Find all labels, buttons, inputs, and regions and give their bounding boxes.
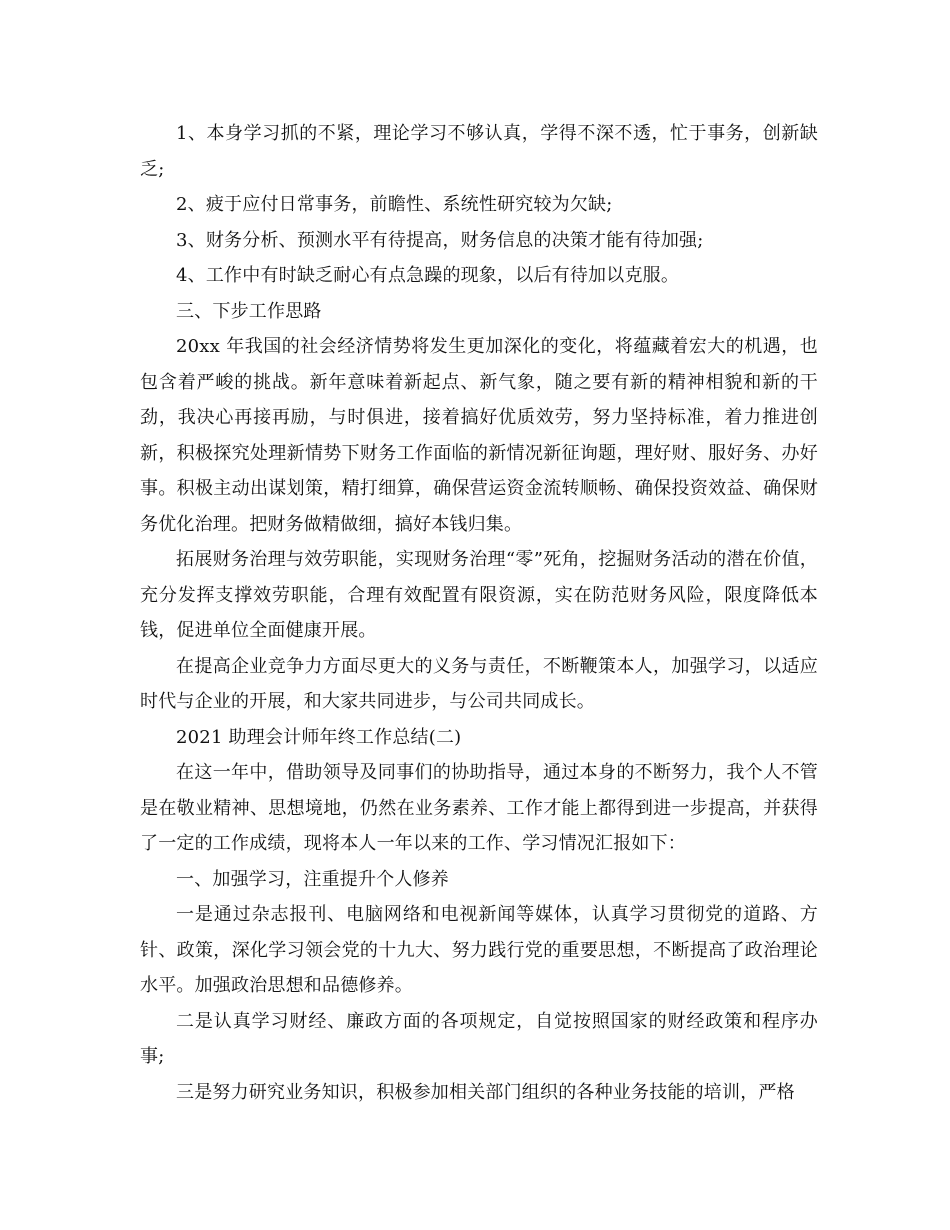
paragraph-3: 3、财务分析、预测水平有待提高，财务信息的决策才能有待加强; [176, 229, 704, 251]
paragraph-8: 在提高企业竞争力方面尽更大的义务与责任，不断鞭策本人，加强学习，以适应时代与企业的开展，和大家共同进步，与公司共同成长。 [140, 655, 818, 712]
paragraph-2: 2、疲于应付日常事务，前瞻性、系统性研究较为欠缺; [176, 194, 613, 215]
paragraph-10: 在这一年中，借助领导及同事们的协助指导，通过本身的不断努力，我个人不管是在敬业精神、思想境地，仍然在业务素养、工作才能上都得到进一步提高，并获得了一定的工作成绩，现将本人一年以来的工作、学习情况汇报如下： [140, 762, 818, 854]
paragraph-12: 一是通过杂志报刊、电脑网络和电视新闻等媒体，认真学习贯彻党的道路、方针、政策，深化学习领会党的十九大、努力践行党的重要思想，不断提高了政治理论水平。加强政治思想和品德修养。 [140, 904, 818, 996]
paragraph-7: 拓展财务治理与效劳职能，实现财务治理“零”死角，挖掘财务活动的潜在价值，充分发挥支撑效劳职能，合理有效配置有限资源，实在防范财务风险，限度降低本钱，促进单位全面健康开展。 [140, 549, 818, 641]
document-body [140, 116, 818, 1110]
paragraph-14: 三是努力研究业务知识，积极参加相关部门组织的各种业务技能的培训，严格 [176, 1081, 795, 1103]
paragraph-4: 4、工作中有时缺乏耐心有点急躁的现象，以后有待加以克服。 [176, 265, 680, 286]
section-heading-study: 一、加强学习，注重提升个人修养 [176, 868, 449, 890]
section-heading-next-steps: 三、下步工作思路 [176, 300, 322, 322]
paragraph-1: 1、本身学习抓的不紧，理论学习不够认真，学得不深不透，忙于事务，创新缺乏; [140, 123, 818, 180]
paragraph-13: 二是认真学习财经、廉政方面的各项规定，自觉按照国家的财经政策和程序办事; [140, 1010, 818, 1067]
paragraph-6: 20xx 年我国的社会经济情势将发生更加深化的变化，将蕴藏着宏大的机遇，也包含着严峻的挑战。新年意味着新起点、新气象，随之要有新的精神相貌和新的干劲，我决心再接再励，与时俱进，接着搞好优质效劳，努力坚持标准，着力推进创新，积极探究处理新情势下财务工作面临的新情况新征询题，理好财、服好务、办好事。积极主动出谋划策，精打细算，确保营运资金流转顺畅、确保投资效益、确保财务优化治理。把财务做精做细，搞好本钱归集。 [140, 336, 818, 535]
document-subtitle: 2021 助理会计师年终工作总结(二) [176, 726, 462, 748]
